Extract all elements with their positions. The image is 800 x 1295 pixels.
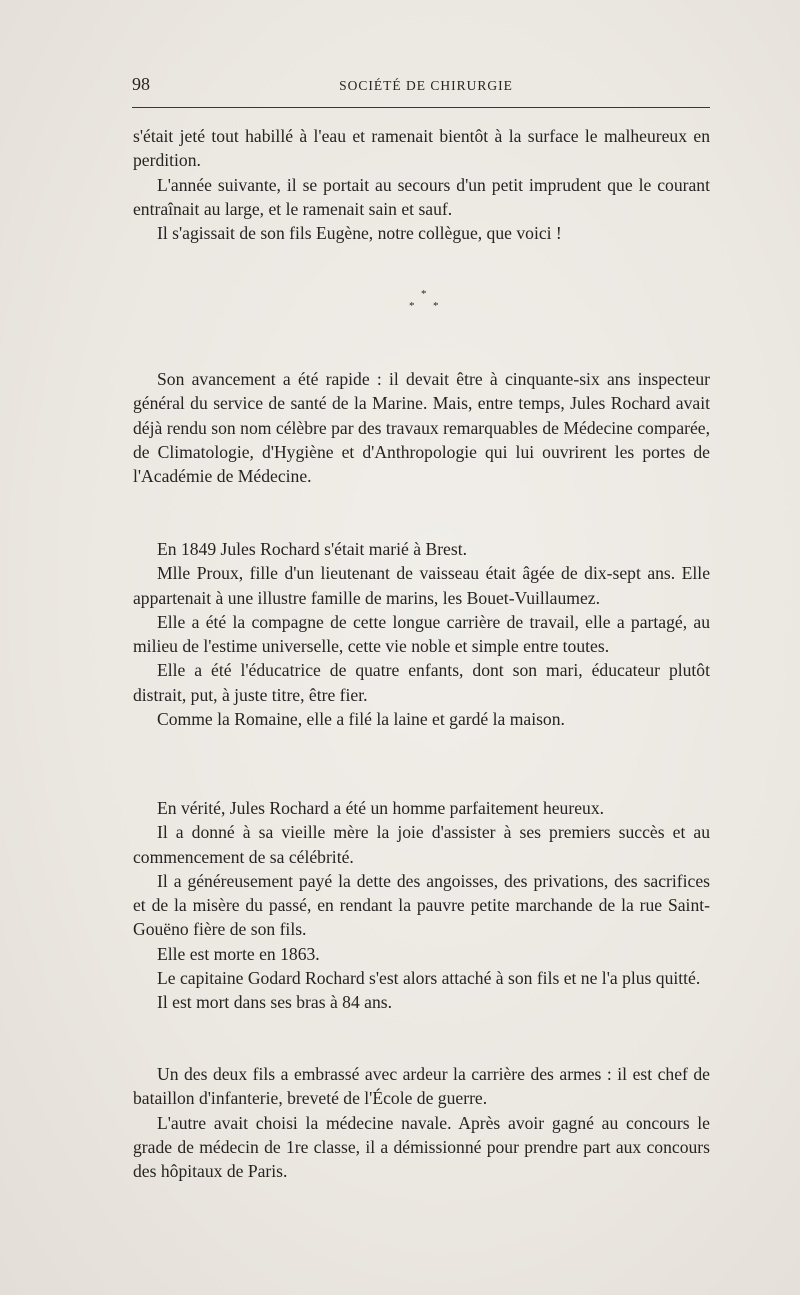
text-block-5 [133,1062,710,1183]
section-separator-asterism [395,288,455,318]
paragraph: L'année suivante, il se portait au secours d'un petit imprudent que le courant entraînait au large, et le ramenait sain et sauf. [133,174,710,219]
asterisk-icon: * [433,300,439,312]
text-block-2 [133,367,710,488]
paragraph: Mlle Proux, fille d'un lieutenant de vaisseau était âgée de dix-sept ans. Elle appartenait à une illustre famille de marins, les Bouet-Vuillaumez. [133,563,710,608]
text-block-4 [133,796,710,1015]
paragraph: En 1849 Jules Rochard s'était marié à Brest. [157,539,468,559]
page-header [132,70,710,104]
paragraph: Elle est morte en 1863. [157,943,320,964]
paragraph: s'était jeté tout habillé à l'eau et ramenait bientôt à la surface le malheureux en perdition. [133,126,710,171]
paragraph: En vérité, Jules Rochard a été un homme parfaitement heureux. [157,798,605,818]
paragraph: Il est mort dans ses bras à 84 ans. [157,992,393,1013]
paragraph: Son avancement a été rapide : il devait être à cinquante-six ans inspecteur général du service de santé de la Marine. Mais, entre temps, Jules Rochard avait déjà rendu son nom célèbre par des travaux remarquables de Médecine comparée, de Climatologie, d'Hygiène et d'Anthropologie qui lui ouvrirent les portes de l'Académie de Médecine. [133,369,710,487]
paragraph: Elle a été la compagne de cette longue carrière de travail, elle a partagé, au milieu de l'estime universelle, cette vie noble et simple entre toutes. [133,611,710,657]
paragraph: Un des deux fils a embrassé avec ardeur la carrière des armes : il est chef de bataillon d'infanterie, breveté de l'École de guerre. [133,1064,710,1109]
paragraph: Il s'agissait de son fils Eugène, notre collègue, que voici ! [157,223,562,244]
paragraph: L'autre avait choisi la médecine navale. Après avoir gagné au concours le grade de médecin de 1re classe, il a démissionné pour prendre part aux concours des hôpitaux de Paris. [133,1112,710,1182]
paragraph: Comme la Romaine, elle a filé la laine et gardé la maison. [157,709,565,730]
asterisk-icon: * [409,300,415,312]
text-block-3 [133,537,710,731]
text-block-1 [133,124,710,245]
header-rule [132,107,710,108]
paragraph: Il a donné à sa vieille mère la joie d'assister à ses premiers succès et au commencement de sa célébrité. [133,822,710,867]
page-number: 98 [132,74,150,94]
asterisk-icon: * [421,288,427,300]
running-title: SOCIÉTÉ DE CHIRURGIE [339,78,513,93]
paragraph: Elle a été l'éducatrice de quatre enfants, dont son mari, éducateur plutôt distrait, put, à juste titre, être fier. [133,660,710,705]
paragraph: Il a généreusement payé la dette des angoisses, des privations, des sacrifices et de la misère du passé, en rendant la pauvre petite marchande de la rue Saint-Gouëno fière de son fils. [133,870,710,940]
paragraph: Le capitaine Godard Rochard s'est alors attaché à son fils et ne l'a plus quitté. [157,968,701,989]
